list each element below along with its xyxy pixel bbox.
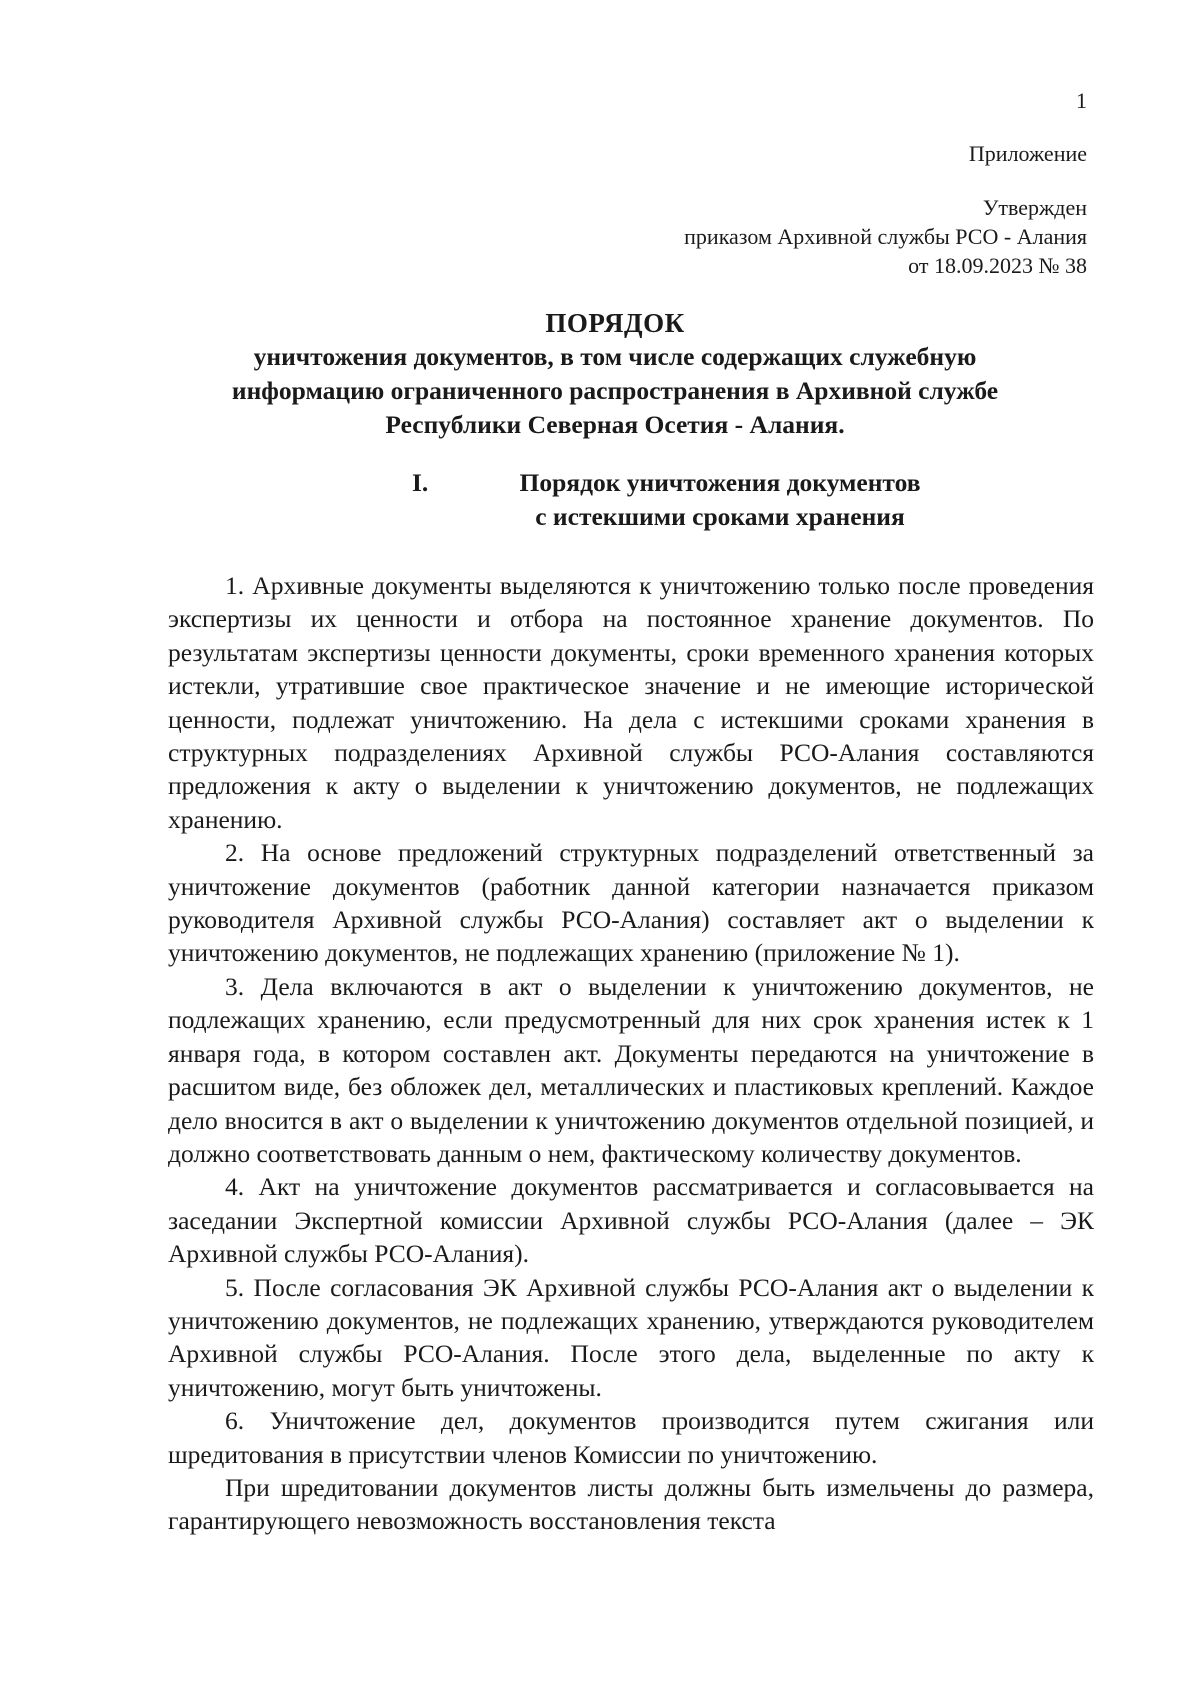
title-line: уничтожения документов, в том числе содержащих служебную [253,342,977,371]
approval-line: приказом Архивной службы РСО - Алания [684,224,1087,249]
paragraph: 2. На основе предложений структурных подразделений ответственный за уничтожение документов (работник данной категории назначается приказом руководителя Архивной службы РСО-Алания) составляет акт о выделении к уничтожению документов, не подлежащих хранению (приложение № 1). [168,838,1094,968]
paragraph: 3. Дела включаются в акт о выделении к уничтожению документов, не подлежащих хранению, если предусмотренный для них срок хранения истек к 1 января года, в котором составлен акт. Документы передаются на уничтожение в расшитом виде, без обложек дел, металлических и пластиковых креплений. Каждое дело вносится в акт о выделении к уничтожению документов отдельной позицией, и должно соответствовать данным о нем, фактическому количеству документов. [168,971,1094,1168]
approval-line: от 18.09.2023 № 38 [908,253,1087,278]
approval-block [684,193,1087,280]
page-number: 1 [1076,88,1087,113]
paragraph: 4. Акт на уничтожение документов рассматривается и согласовывается на заседании Экспертной комиссии Архивной службы РСО-Алания (далее – ЭК Архивной службы РСО-Алания). [168,1172,1094,1269]
section-title-line: с истекшими сроками хранения [535,502,905,531]
document-body [168,569,1094,1538]
section-title [460,466,980,534]
paragraph: 5. После согласования ЭК Архивной службы РСО-Алания акт о выделении к уничтожению документов, не подлежащих хранению, утверждаются руководителем Архивной службы РСО-Алания. После этого дела, выделенные по акту к уничтожению, могут быть уничтожены. [168,1272,1094,1402]
title-line: Республики Северная Осетия - Алания. [385,410,845,439]
section-title-line: Порядок уничтожения документов [519,468,921,497]
paragraph: При шредитовании документов листы должны быть измельчены до размера, гарантирующего невозможность восстановления текста [168,1472,1094,1536]
paragraph: 6. Уничтожение дел, документов производится путем сжигания или шредитования в присутствии членов Комиссии по уничтожению. [168,1406,1094,1469]
approval-line: Утвержден [982,195,1087,220]
paragraph: 1. Архивные документы выделяются к уничтожению только после проведения экспертизы их ценности и отбора на постоянное хранение документов. По результатам экспертизы ценности документы, сроки временного хранения которых истекли, утратившие свое практическое значение и не имеющие исторической ценности, подлежат уничтожению. На дела с истекшими сроками хранения в структурных подразделениях Архивной службы РСО-Алания составляются предложения к акту о выделении к уничтожению документов, не подлежащих хранению. [168,571,1094,834]
appendix-label: Приложение [968,141,1087,166]
section-number: I. [412,468,429,497]
title-line: информацию ограниченного распространения в Архивной службе [231,376,999,405]
document-title [150,306,1080,442]
title-main: ПОРЯДОК [545,308,685,338]
